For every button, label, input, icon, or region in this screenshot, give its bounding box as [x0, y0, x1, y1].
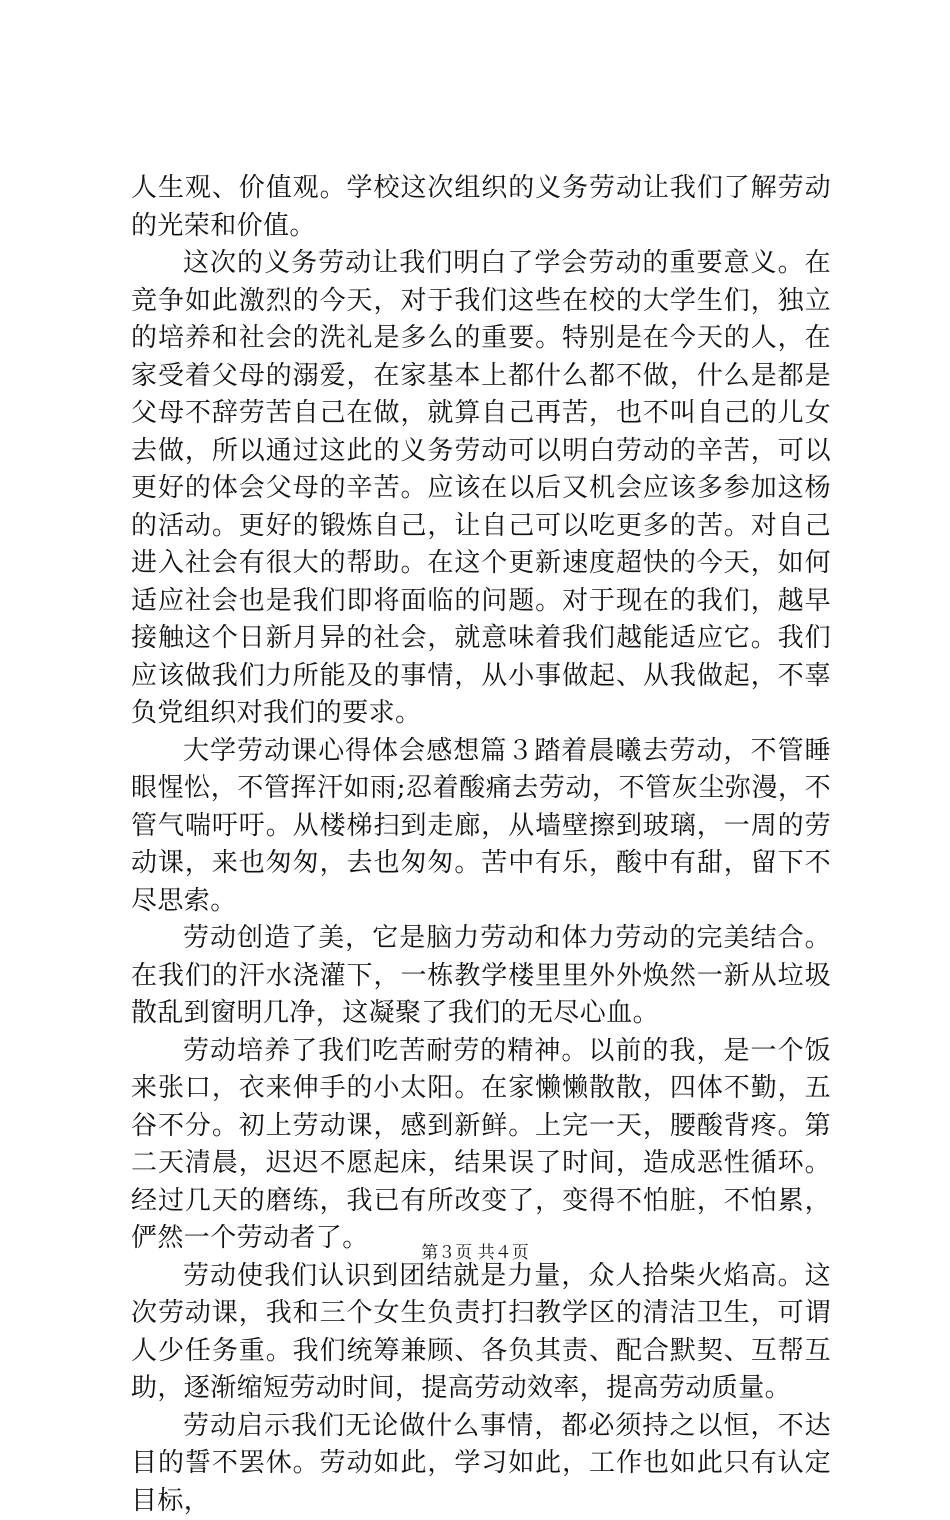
paragraph-7: 劳动启示我们无论做什么事情，都必须持之以恒，不达目的誓不罢休。劳动如此，学习如此，工作也如此只有认定目标， [131, 1408, 831, 1520]
paragraph-4: 劳动创造了美，它是脑力劳动和体力劳动的完美结合。在我们的汗水浇灌下，一栋教学楼里里外外焕然一新从垃圾散乱到窗明几净，这凝聚了我们的无尽心血。 [131, 920, 831, 1033]
paragraph-6: 劳动使我们认识到团结就是力量，众人拾柴火焰高。这次劳动课，我和三个女生负责打扫教学区的清洁卫生，可谓人少任务重。我们统筹兼顾、各负其责、配合默契、互帮互助，逐渐缩短劳动时间，提高劳动效率，提高劳动质量。 [131, 1258, 831, 1408]
paragraph-1: 人生观、价值观。学校这次组织的义务劳动让我们了解劳动的光荣和价值。 [131, 170, 831, 245]
document-body [131, 170, 831, 1520]
paragraph-3: 大学劳动课心得体会感想篇３踏着晨曦去劳动，不管睡眼惺忪，不管挥汗如雨;忍着酸痛去劳动，不管灰尘弥漫，不管气喘吁吁。从楼梯扫到走廊，从墙壁擦到玻璃，一周的劳动课，来也匆匆，去也匆匆。苦中有乐，酸中有甜，留下不尽思索。 [131, 733, 831, 921]
paragraph-5: 劳动培养了我们吃苦耐劳的精神。以前的我，是一个饭来张口，衣来伸手的小太阳。在家懒懒散散，四体不勤，五谷不分。初上劳动课，感到新鲜。上完一天，腰酸背疼。第二天清晨，迟迟不愿起床，结果误了时间，造成恶性循环。经过几天的磨练，我已有所改变了，变得不怕脏，不怕累，俨然一个劳动者了。 [131, 1033, 831, 1258]
page-number: 第３页 共４页 [0, 1241, 950, 1265]
paragraph-2: 这次的义务劳动让我们明白了学会劳动的重要意义。在竞争如此激烈的今天，对于我们这些在校的大学生们，独立的培养和社会的洗礼是多么的重要。特别是在今天的人，在家受着父母的溺爱，在家基本上都什么都不做，什么是都是父母不辞劳苦自己在做，就算自己再苦，也不叫自己的儿女去做，所以通过这此的义务劳动可以明白劳动的辛苦，可以更好的体会父母的辛苦。应该在以后又机会应该多参加这杨的活动。更好的锻炼自己，让自己可以吃更多的苦。对自己进入社会有很大的帮助。在这个更新速度超快的今天，如何适应社会也是我们即将面临的问题。对于现在的我们，越早接触这个日新月异的社会，就意味着我们越能适应它。我们应该做我们力所能及的事情，从小事做起、从我做起，不辜负党组织对我们的要求。 [131, 245, 831, 733]
